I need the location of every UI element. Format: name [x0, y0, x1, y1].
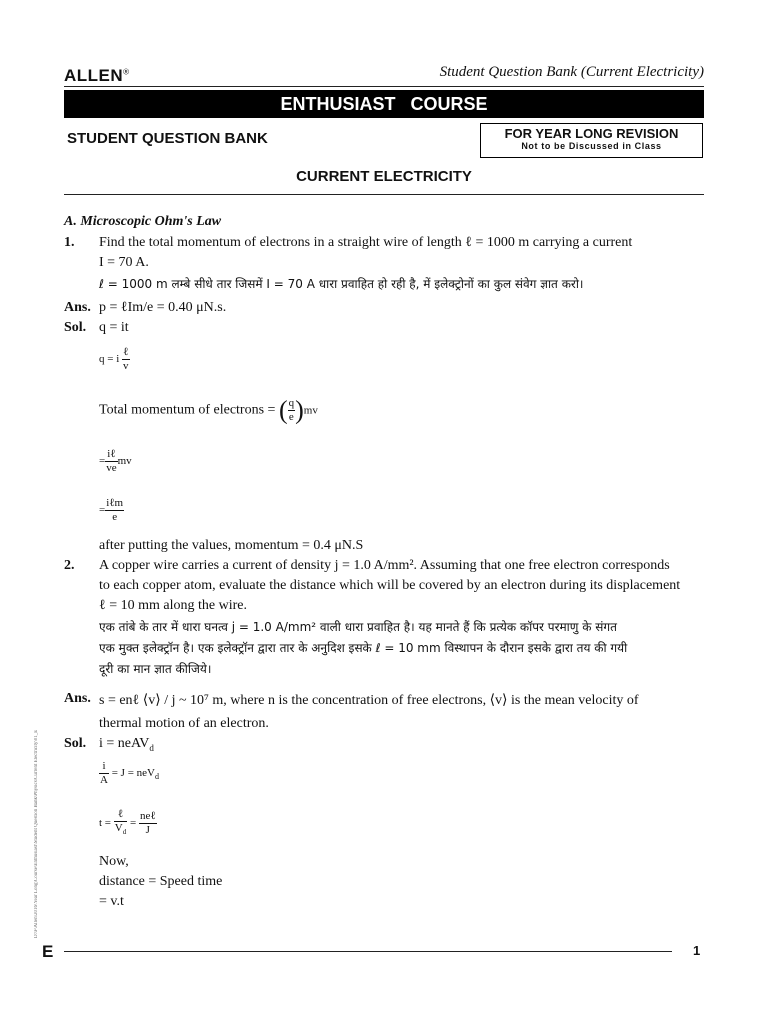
q1-sol-step-5: = $\frac{\text{iℓm}}{e}$ [99, 497, 124, 523]
question-text [99, 233, 705, 273]
file-path-margin: D:\F\Allen\2016\Year Long\Course\Enthusiast\Student Question Bank\Physics\Current Electricity\01_E [34, 729, 39, 938]
q2-sol-step-6: = v.t [99, 894, 124, 909]
course-banner: ENTHUSIAST COURSE [64, 90, 704, 118]
q1-sol-step-6: after putting the values, momentum = 0.4 μN.S [99, 538, 364, 553]
q2-english-line-3: ℓ = 10 mm along the wire. [99, 598, 247, 613]
q2-english-line-2: to each copper atom, evaluate the distance which will be covered by an electron during its displacement [99, 578, 681, 593]
q1-hindi-text: ℓ = 1000 m लम्बे सीधे तार जिसमें I = 70 A धारा प्रवाहित हो रही है, में इलेक्ट्रोनों का कुल संवेग ज्ञात करो। [99, 277, 584, 291]
left-paren: ( [278, 395, 288, 425]
solution-label: Sol. [64, 736, 87, 751]
q2-answer [99, 689, 705, 735]
q2-hindi-line-2: एक मुक्त इलेक्ट्रॉन है। एक इलेक्ट्रॉन द्वारा तार के अनुदिश इसके ℓ = 10 mm विस्थापन के दौरान इसके द्वारा तय की गयी [99, 641, 628, 655]
section-heading: A. Microscopic Ohm's Law [64, 214, 222, 229]
question-number: 2. [64, 558, 75, 573]
right-paren: ) [295, 395, 304, 425]
page-number: 1 [693, 943, 701, 958]
header-rule [64, 86, 704, 87]
revision-box [480, 123, 703, 158]
footer-rule [64, 951, 672, 952]
fraction: $\frac{\text{ℓ}}{v}$ [123, 346, 129, 372]
fraction: $\frac{\text{ℓ}}{V_d}$ [114, 808, 127, 837]
q1-sol-step-2: q = i $\frac{\text{ℓ}}{v}$ [99, 346, 129, 372]
fraction: $\frac{q}{e}$ [288, 397, 295, 423]
q2-english-line-1: A copper wire carries a current of density j = 1.0 A/mm². Assuming that one free electron corresponds [99, 558, 670, 573]
answer-label: Ans. [64, 300, 91, 315]
q1-english-line-1: Find the total momentum of electrons in a straight wire of length ℓ = 1000 m carrying a current [99, 235, 633, 250]
allen-logo: ALLEN® [64, 66, 130, 85]
fraction: $\frac{i}{A}$ [100, 760, 108, 786]
revision-line: FOR YEAR LONG REVISION [504, 126, 679, 141]
q1-sol-step-4: = $\frac{\text{iℓ}}{ve}$ mv [99, 448, 132, 474]
solution-label: Sol. [64, 320, 87, 335]
title-rule [64, 194, 704, 195]
q2-hindi-line-1: एक तांबे के तार में धारा घनत्व j = 1.0 A/mm² वाली धारा प्रवाहित है। यह मानते हैं कि प्रत्येक कॉपर परमाणु के संगत [99, 620, 617, 634]
question-text [99, 556, 705, 616]
q2-sol-step-1: i = neAV$_d$ [99, 736, 154, 753]
fraction: $\frac{\text{neℓ}}{J}$ [139, 810, 156, 837]
q2-hindi-text [99, 617, 705, 680]
q2-hindi-line-3: दूरी का मान ज्ञात कीजिये। [99, 662, 212, 676]
fraction: $\frac{\text{iℓ}}{ve}$ [106, 448, 117, 474]
q1-answer: p = ℓIm/e = 0.40 μN.s. [99, 300, 227, 315]
edition-mark: E [42, 942, 54, 961]
q2-sol-step-2: $\frac{i}{A}$ = J = neV$_d$ [100, 760, 159, 786]
question-bank-label: STUDENT QUESTION BANK [67, 130, 268, 147]
question-number: 1. [64, 235, 75, 250]
q2-sol-step-5: distance = Speed time [99, 874, 223, 889]
q2-answer-line-1: s = enℓ ⟨v⟩ / j ~ 10⁷ m, where n is the concentration of free electrons, ⟨v⟩ is the mean velocity of [99, 693, 639, 708]
fraction: $\frac{\text{iℓm}}{e}$ [106, 497, 124, 523]
chapter-title: CURRENT ELECTRICITY [296, 168, 472, 185]
q1-sol-step-3: Total momentum of electrons = ( $\frac{q}{e}$ )mv [99, 395, 318, 425]
answer-label: Ans. [64, 691, 91, 706]
q2-sol-step-4: Now, [99, 854, 129, 869]
q1-english-line-2: I = 70 A. [99, 255, 149, 270]
q2-sol-step-3: t = $\frac{\text{ℓ}}{V_d}$ = $\frac{\text{neℓ}}{J}$ [99, 808, 705, 839]
q2-answer-line-2: thermal motion of an electron. [99, 716, 269, 731]
running-header: Student Question Bank (Current Electricity) [439, 64, 704, 80]
q1-sol-step-1: q = it [99, 320, 129, 335]
not-discussed-line: Not to be Discussed in Class [521, 141, 662, 151]
